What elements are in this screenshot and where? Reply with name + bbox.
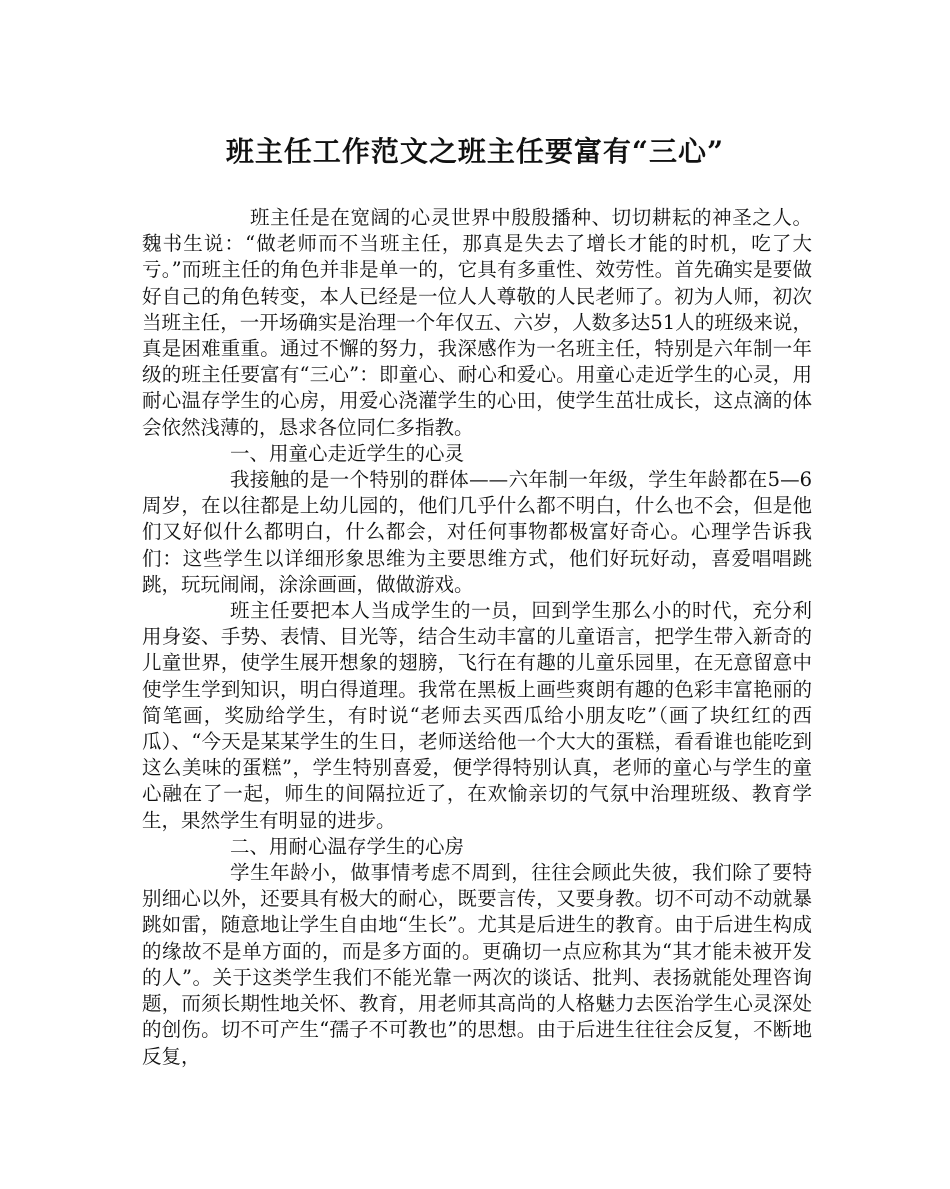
intro-paragraph: 班主任是在宽阔的心灵世界中殷殷播种、切切耕耘的神圣之人。魏书生说：“做老师而不当班主任，那真是失去了增长才能的时机，吃了大亏。”而班主任的角色并非是单一的，它具有多重性、效劳性。首先确实是要做好自己的角色转变，本人已经是一位人人尊敬的人民老师了。初为人师，初次当班主任，一开场确实是治理一个年仅五、六岁，人数多达51人的班级来说，真是困难重重。通过不懈的努力，我深感作为一名班主任，特别是六年制一年级的班主任要富有“三心”：即童心、耐心和爱心。用童心走近学生的心灵，用耐心温存学生的心房，用爱心浇灌学生的心田，使学生茁壮成长，这点滴的体会依然浅薄的，恳求各位同仁多指教。: [142, 206, 812, 439]
document-body: [142, 205, 812, 1070]
section-heading-2: 二、用耐心温存学生的心房: [230, 834, 465, 858]
body-paragraph: 我接触的是一个特别的群体——六年制一年级，学生年龄都在5—6周岁，在以往都是上幼儿园的，他们几乎什么都不明白，什么也不会，但是他们又好似什么都明白，什么都会，对任何事物都极富好奇心。心理学告诉我们：这些学生以详细形象思维为主要思维方式，他们好玩好动，喜爱唱唱跳跳，玩玩闹闹，涂涂画画，做做游戏。: [142, 468, 812, 596]
section-heading-1: 一、用童心走近学生的心灵: [230, 441, 465, 465]
body-paragraph: 班主任要把本人当成学生的一员，回到学生那么小的时代，充分利用身姿、手势、表情、目光等，结合生动丰富的儿童语言，把学生带入新奇的儿童世界，使学生展开想象的翅膀，飞行在有趣的儿童乐园里，在无意留意中使学生学到知识，明白得道理。我常在黑板上画些爽朗有趣的色彩丰富艳丽的简笔画，奖励给学生，有时说“老师去买西瓜给小朋友吃”（画了块红红的西瓜）、“今天是某某学生的生日，老师送给他一个大大的蛋糕，看看谁也能吃到这么美味的蛋糕”，学生特别喜爱，便学得特别认真，老师的童心与学生的童心融在了一起，师生的间隔拉近了，在欢愉亲切的气氛中治理班级、教育学生，果然学生有明显的进步。: [142, 599, 812, 832]
document-title: 班主任工作范文之班主任要富有“三心”: [225, 135, 725, 168]
body-paragraph: 学生年龄小，做事情考虑不周到，往往会顾此失彼，我们除了要特别细心以外，还要具有极大的耐心，既要言传，又要身教。切不可动不动就暴跳如雷，随意地让学生自由地“生长”。尤其是后进生的教育。由于后进生构成的缘故不是单方面的，而是多方面的。更确切一点应称其为“其才能未被开发的人”。关于这类学生我们不能光靠一两次的谈话、批判、表扬就能处理咨询题，而须长期性地关怀、教育，用老师其高尚的人格魅力去医治学生心灵深处的创伤。切不可产生“孺子不可教也”的思想。由于后进生往往会反复，不断地反复，: [142, 861, 812, 1068]
